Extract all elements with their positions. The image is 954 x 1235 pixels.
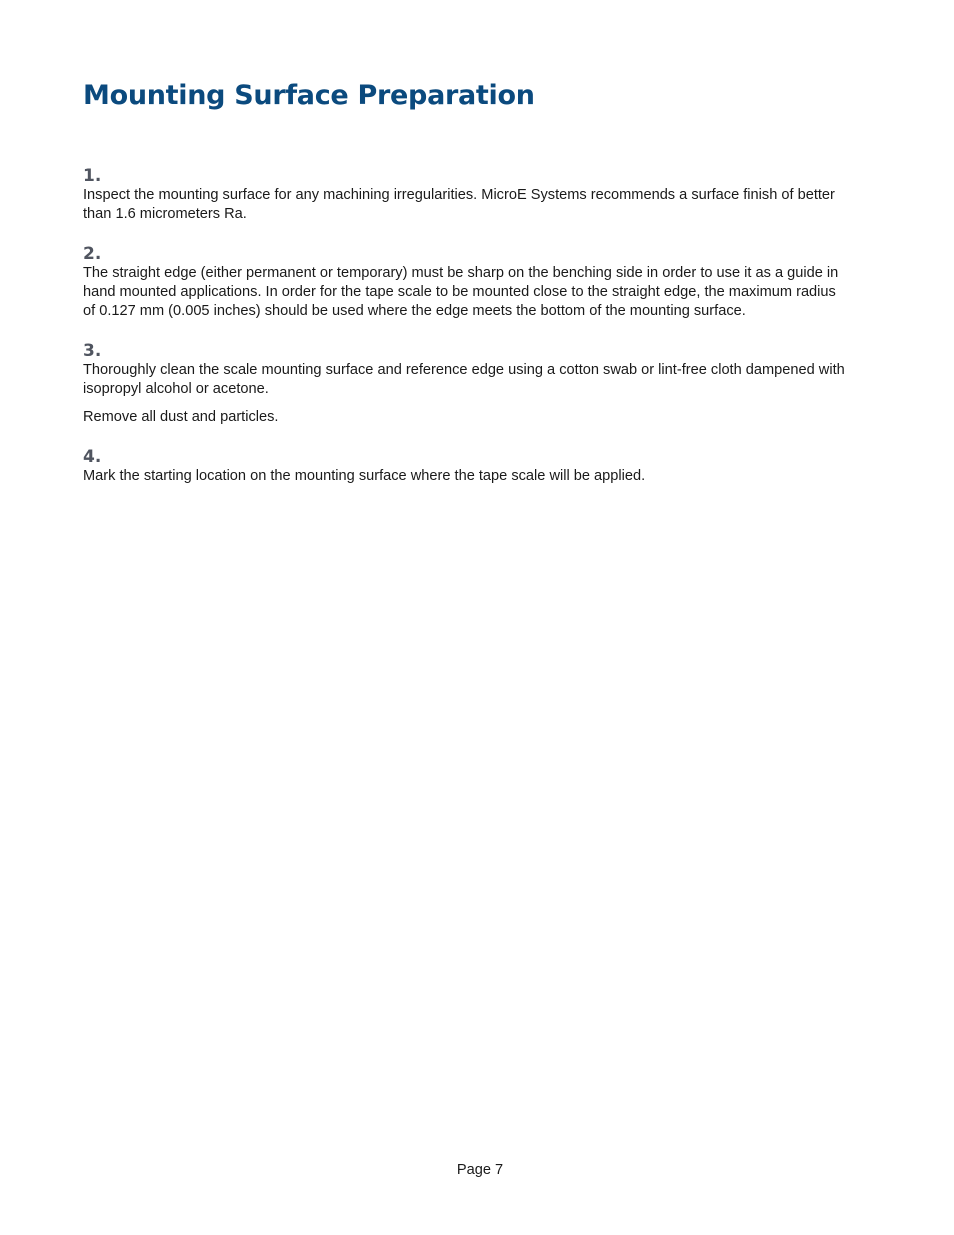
step-paragraph: Remove all dust and particles. (83, 409, 279, 425)
step-paragraph: The straight edge (either permanent or temporary) must be sharp on the benching side in order to use it as a guide in hand mounted applications. In order for the tape scale to be mounted close to the straight edge, the maximum radius of 0.127 mm (0.005 inches) should be used where the edge meets the bottom of the mounting surface. (83, 265, 839, 319)
step-1 (83, 166, 845, 224)
steps-list (83, 166, 845, 506)
step-4 (83, 447, 845, 486)
step-paragraph: Mark the starting location on the mounting surface where the tape scale will be applied. (83, 468, 646, 484)
step-number: 4. (83, 447, 102, 467)
step-2 (83, 244, 845, 321)
step-paragraph: Thoroughly clean the scale mounting surface and reference edge using a cotton swab or lint-free cloth dampened with isopropyl alcohol or acetone. (83, 362, 845, 397)
step-3 (83, 341, 845, 427)
step-number: 2. (83, 244, 102, 264)
step-paragraph: Inspect the mounting surface for any machining irregularities. MicroE Systems recommends a surface finish of better than 1.6 micrometers Ra. (83, 187, 835, 222)
page-number: Page 7 (456, 1162, 504, 1178)
page-title: Mounting Surface Preparation (83, 80, 535, 111)
step-number: 3. (83, 341, 102, 361)
step-number: 1. (83, 166, 102, 186)
